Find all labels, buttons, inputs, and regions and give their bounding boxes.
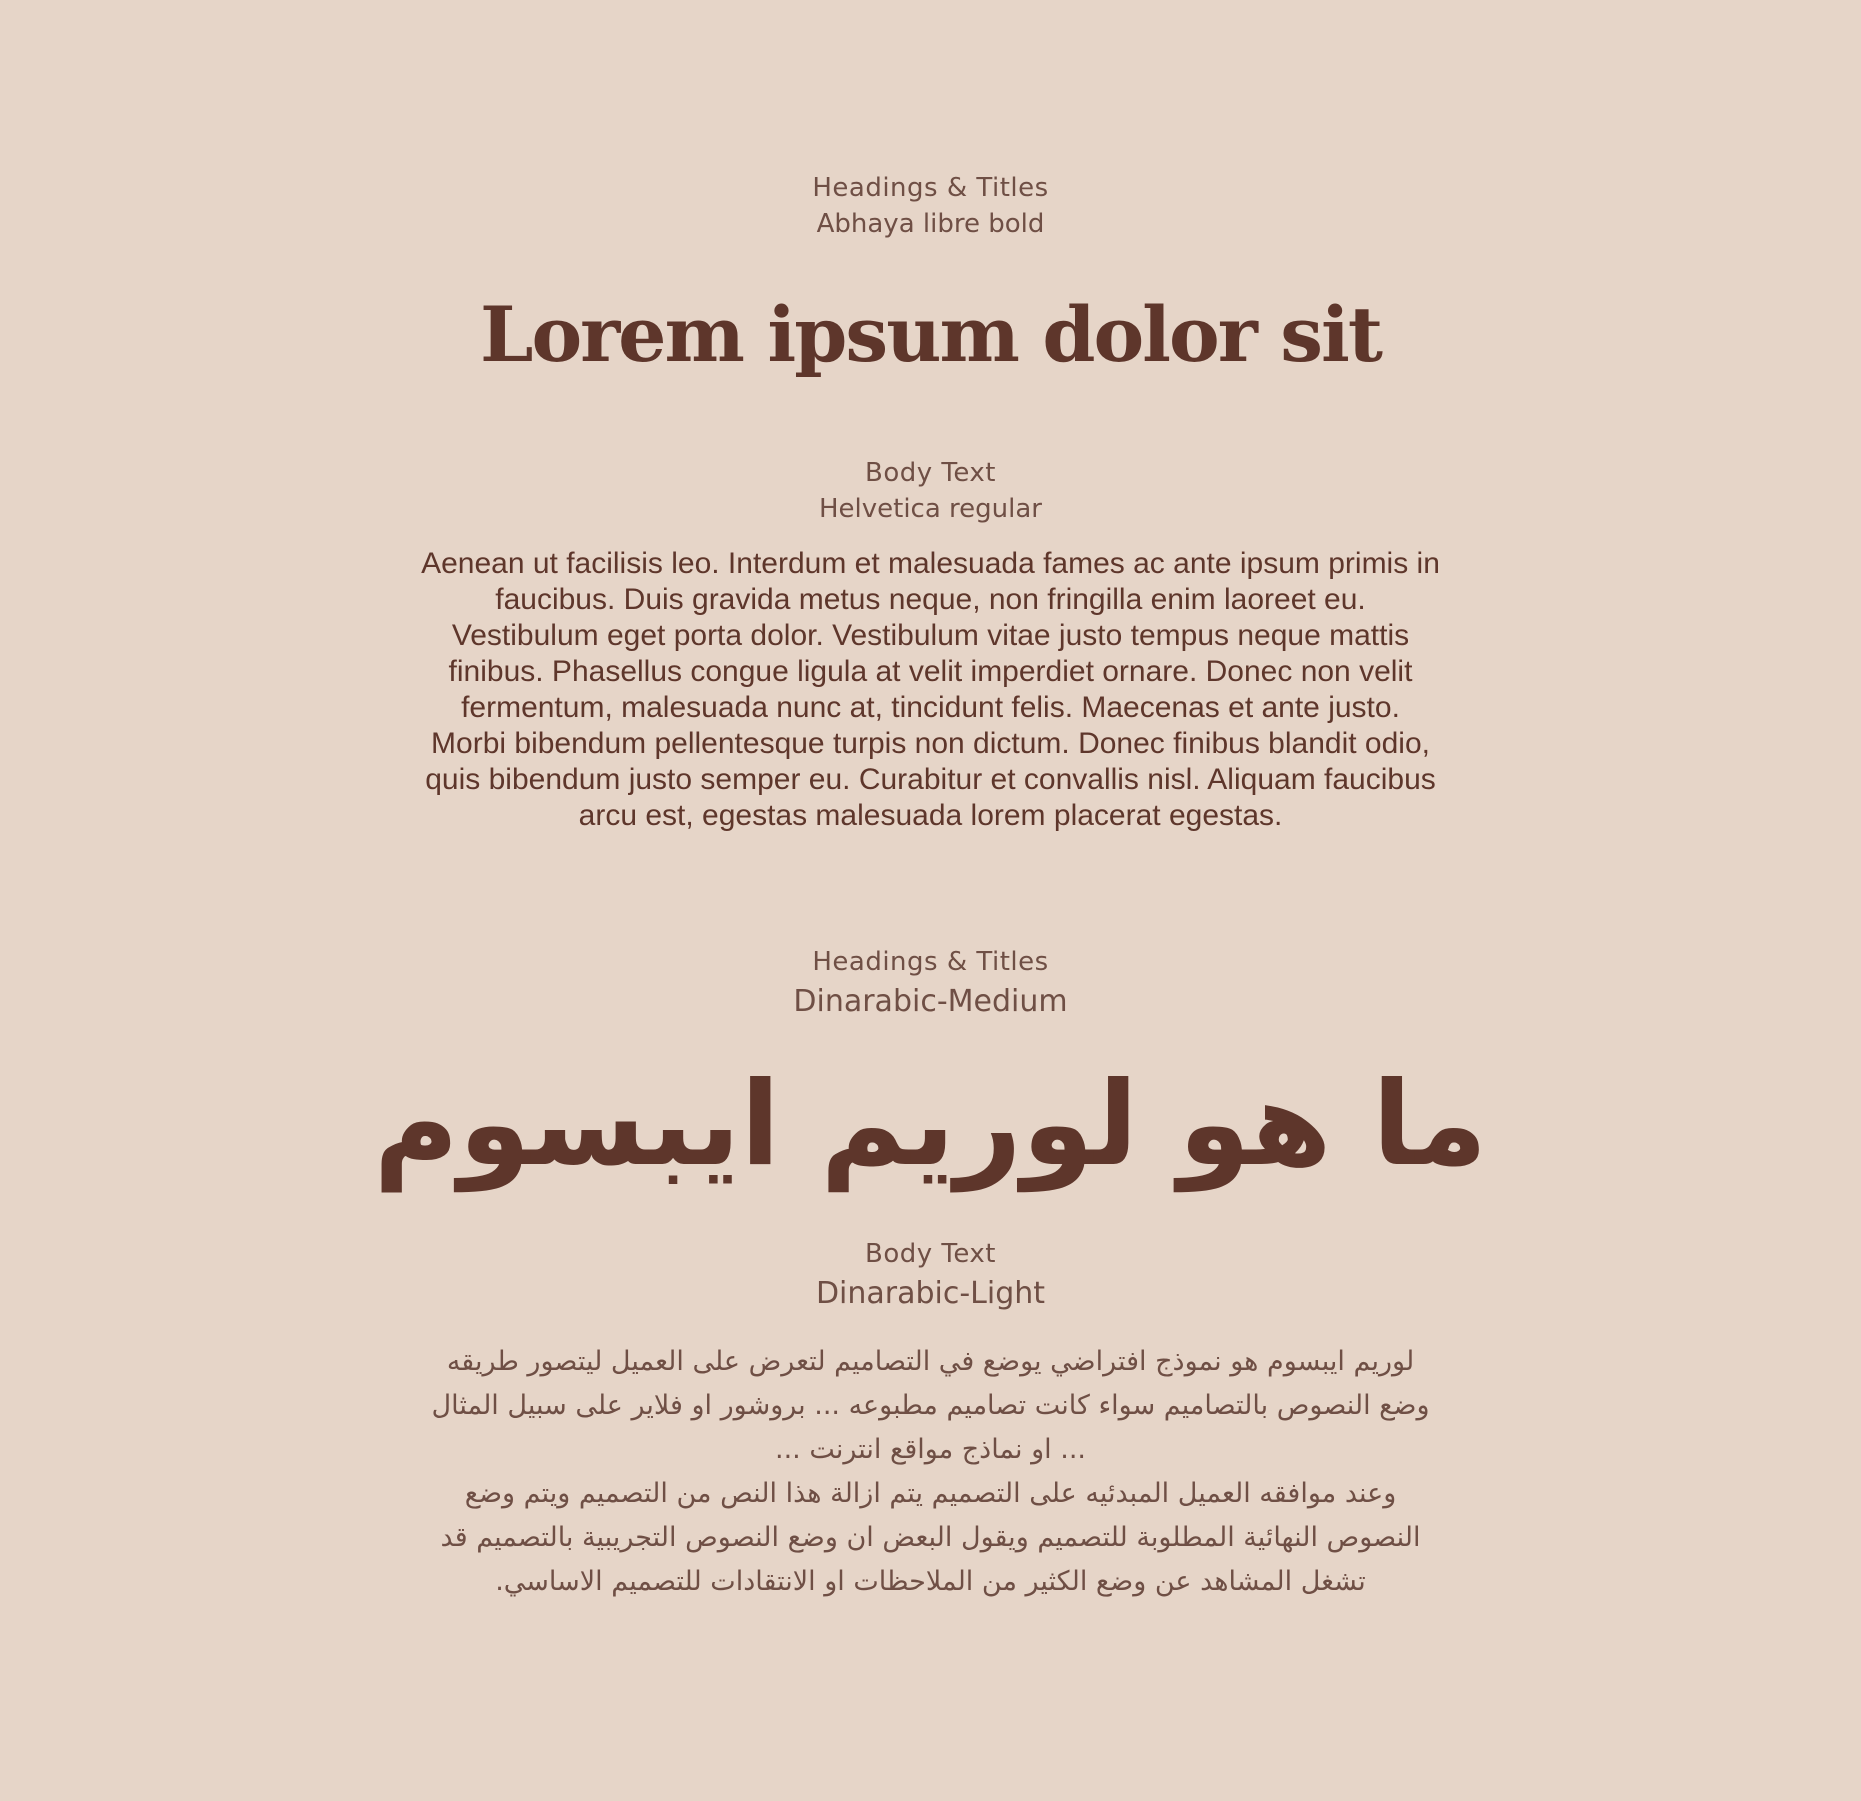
latin-body-sample: Aenean ut facilisis leo. Interdum et malesuada fames ac ante ipsum primis in faucibus. Duis gravida metus neque, non fringilla enim laoreet eu. Vestibulum eget porta dolor. Vestibulum vitae justo tempus neque mattis finibus. Phasellus congue ligula at velit imperdiet ornare. Donec non velit fermentum, malesuada nunc at, tincidunt felis. Maecenas et ante justo. Morbi bibendum pellentesque turpis non dictum. Donec finibus blandit odio, quis bibendum justo semper eu. Curabitur et convallis nisl. Aliquam faucibus arcu est, egestas malesuada lorem placerat egestas. <box>421 547 1440 832</box>
arabic-heading-font-name: Dinarabic-Medium <box>793 984 1068 1019</box>
latin-body-spec <box>0 455 1861 527</box>
latin-heading-spec <box>0 170 1861 242</box>
latin-body-font-name: Helvetica regular <box>818 494 1042 524</box>
latin-heading-sample-block <box>0 285 1861 385</box>
latin-heading-sample: Lorem ipsum dolor sit <box>480 290 1381 379</box>
arabic-heading-sample: ما هو لوريم ايبسوم <box>373 1057 1488 1192</box>
arabic-body-font-name: Dinarabic-Light <box>815 1276 1046 1311</box>
arabic-body-spec <box>0 1236 1861 1316</box>
arabic-body-label: Body Text <box>865 1239 996 1269</box>
arabic-heading-sample-block <box>0 1045 1861 1205</box>
arabic-heading-label: Headings & Titles <box>812 947 1049 977</box>
arabic-heading-spec <box>0 944 1861 1024</box>
latin-body-label: Body Text <box>865 458 996 488</box>
arabic-body-paragraph-1: لوريم ايبسوم هو نموذج افتراضي يوضع في التصاميم لتعرض على العميل ليتصور طريقه وضع النصوص بالتصاميم سواء كانت تصاميم مطبوعه ... بروشور او فلاير على سبيل المثال ... او نماذج مواقع انترنت ... <box>431 1346 1430 1465</box>
latin-heading-font-name: Abhaya libre bold <box>816 209 1045 239</box>
arabic-body-sample-block <box>0 1340 1861 1604</box>
latin-body-sample-block <box>0 546 1861 834</box>
arabic-body-paragraph-2: وعند موافقه العميل المبدئيه على التصميم يتم ازالة هذا النص من التصميم ويتم وضع النصوص النهائية المطلوبة للتصميم ويقول البعض ان وضع النصوص التجريبية بالتصميم قد تشغل المشاهد عن وضع الكثير من الملاحظات او الانتقادات للتصميم الاساسي. <box>440 1478 1421 1597</box>
latin-heading-label: Headings & Titles <box>812 173 1049 203</box>
